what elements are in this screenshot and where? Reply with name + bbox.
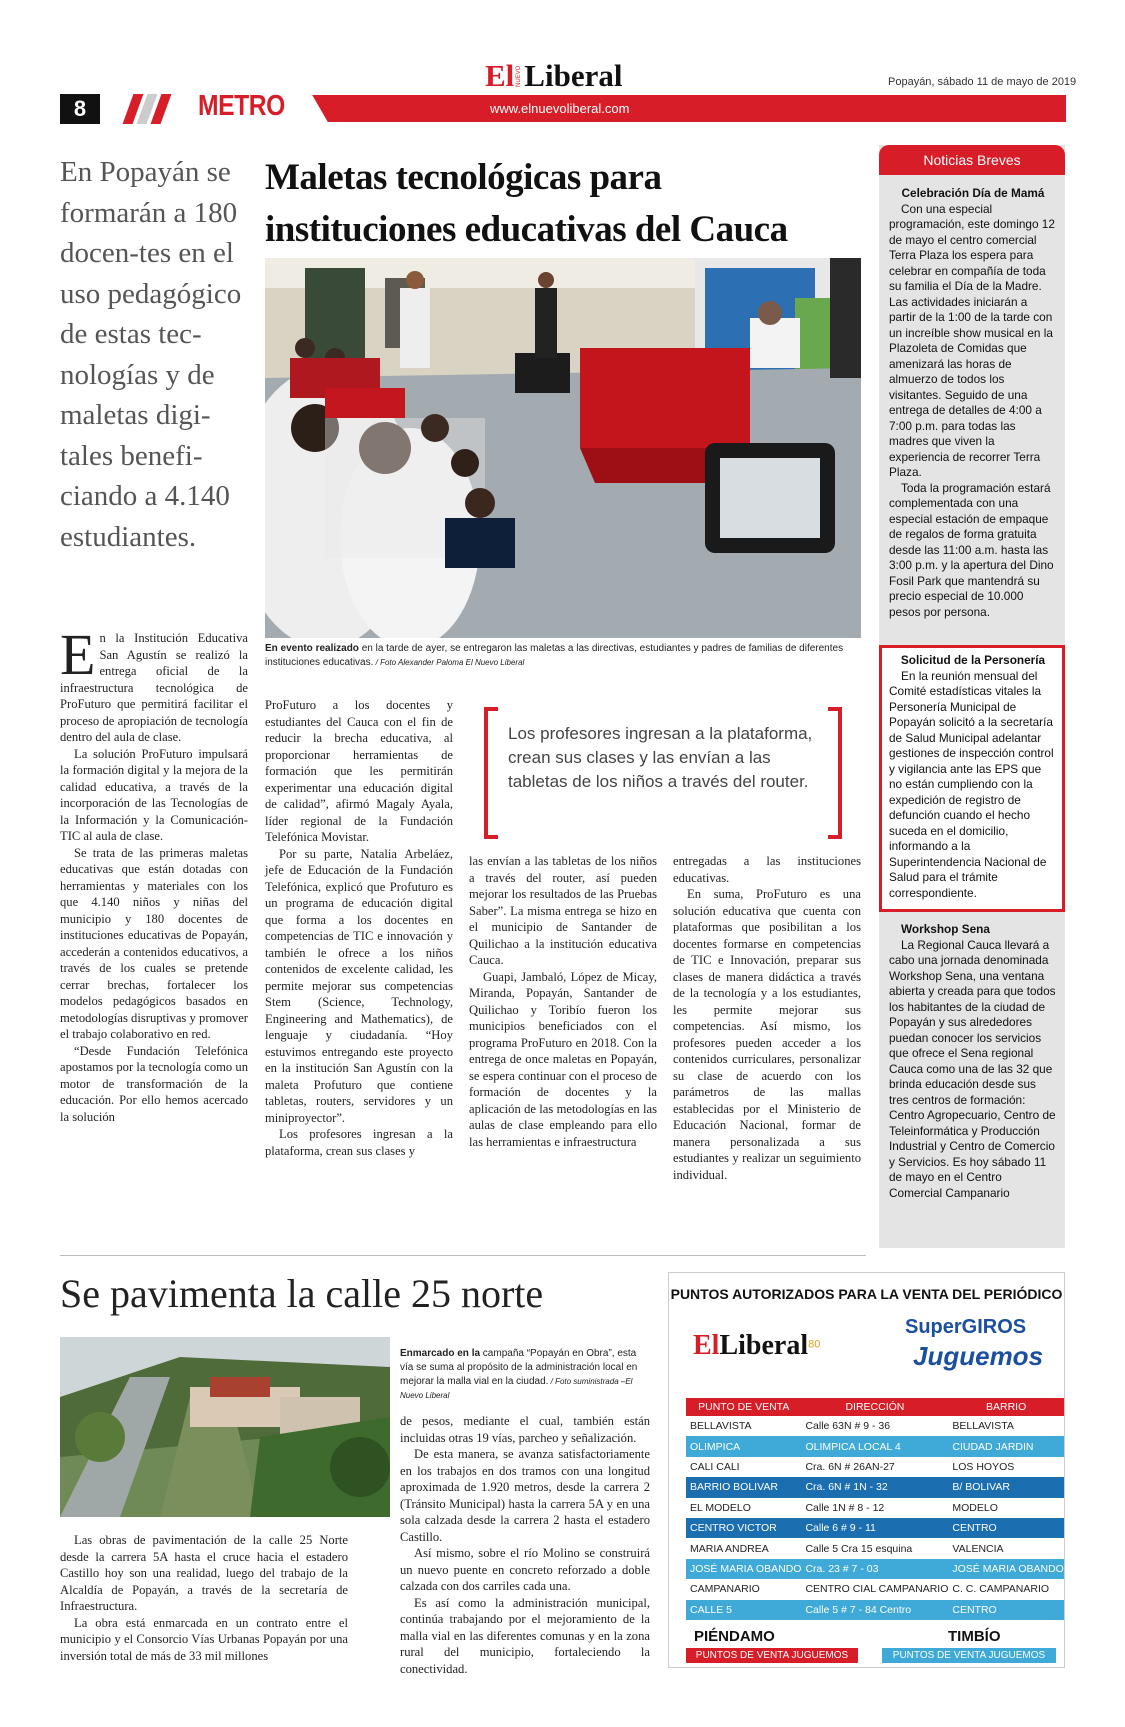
- table-header: BARRIO: [948, 1398, 1063, 1416]
- main-headline-line1: Maletas tecnológicas para: [265, 157, 662, 198]
- table-cell: C. C. CAMPANARIO: [952, 1583, 1050, 1596]
- table-row: [686, 1559, 1064, 1579]
- body-paragraph: Los profesores ingresan a la plataforma, crean sus clases y: [265, 1127, 453, 1158]
- juguemos-logo: Juguemos: [913, 1341, 1044, 1371]
- main-col-4: [673, 853, 861, 1183]
- body-paragraph: Por su parte, Natalia Arbeláez, jefe de Educación de la Fundación Telefónica, explicó que Profuturo es un programa de educación digital que forma a los docentes en competencias de TIC e innovación y también le ofrece a los niños contenidos de excelente calidad, les permite mejorar sus competencias Stem (Science, Technology, Engineering and Mathematics), de lenguaje y ciudadanía. “Hoy estuvimos entregando este proyecto en la institución San Agustín con la maleta Profuturo que contiene tabletas, routers, servidores y un miniproyector”.: [265, 846, 453, 1125]
- body-paragraph: n la Institución Educativa San Agustín se realizó la entrega oficial de la infraestructura tecnológica de ProFuturo que permitirá facilitar el proceso de apropiación de tecnología dentro del aula de clase.: [60, 631, 248, 744]
- road-photo-caption: [400, 1347, 650, 1403]
- pullquote-bracket-left: [484, 707, 498, 839]
- dateline: Popayán, sábado 11 de mayo de 2019: [888, 76, 1077, 88]
- body-paragraph: ProFuturo a los docentes y estudiantes del Cauca con el fin de reducir la brecha educativa, al proporcionar herramientas de formación que les permitirán experimentar una educación digital de calidad”, afirmó Magaly Ayala, líder regional de la Fundación Telefónica Movistar.: [265, 698, 453, 844]
- supergiros-logo: SuperGIROS: [905, 1316, 1027, 1338]
- table-cell: LOS HOYOS: [952, 1460, 1015, 1473]
- brief-title: Solicitud de la Personería: [900, 653, 1046, 667]
- brief-3: [889, 922, 1057, 1201]
- table-header-row: [686, 1398, 1064, 1416]
- table-row: [686, 1457, 1064, 1477]
- table-cell: CALI CALI: [690, 1460, 740, 1473]
- table-cell: Cra. 6N # 26AN-27: [805, 1460, 895, 1473]
- event-photo-illustration: [265, 258, 861, 638]
- main-col-2: [265, 697, 453, 1159]
- main-photo: [265, 258, 861, 638]
- table-cell: CENTRO CIAL CAMPANARIO: [805, 1583, 949, 1596]
- second-headline: Se pavimenta la calle 25 norte: [60, 1271, 544, 1316]
- body-paragraph: “Desde Fundación Telefónica apostamos por la tecnología como un motor de transformación de la educación. Por ello hemos acercado la solución: [60, 1043, 248, 1124]
- table-cell: CENTRO VICTOR: [686, 1518, 801, 1538]
- body-paragraph: De esta manera, se avanza satisfactoriamente en los trabajos en dos tramos con una longitud aproximada de 1.920 metros, desde la carrera 2 (Tránsito Municipal) hasta la carrera 5A y en una sola calzada desde la carrera 2 hasta el estadero Castillo.: [400, 1447, 650, 1544]
- timbio-label: TIMBÍO: [948, 1628, 1001, 1645]
- table-cell: Calle 63N # 9 - 36: [805, 1420, 891, 1433]
- table-cell: CENTRO: [948, 1600, 1063, 1620]
- table-cell: BELLAVISTA: [952, 1420, 1014, 1433]
- table-cell: OLIMPICA LOCAL 4: [801, 1436, 948, 1456]
- table-cell: Cra. 23 # 7 - 03: [801, 1559, 948, 1579]
- main-headline-line2: instituciones educativas del Cauca: [265, 209, 788, 250]
- table-cell: B/ BOLIVAR: [948, 1477, 1063, 1497]
- brief-title: Workshop Sena: [901, 922, 990, 936]
- table-cell: BARRIO BOLIVAR: [686, 1477, 801, 1497]
- caption-credit: / Foto Alexander Paloma El Nuevo Liberal: [373, 658, 525, 667]
- header-bar: [330, 95, 1066, 122]
- caption-text: campaña “Popayán en Obra”, esta vía se suma al propósito de la administración local en mejorar la malla vial en la ciudad.: [400, 1348, 638, 1387]
- pullquote-bracket-right: [828, 707, 842, 839]
- main-col-3: [469, 853, 657, 1150]
- table-row: [686, 1518, 1064, 1538]
- body-paragraph: Se trata de las primeras maletas educativas que están dotadas con herramientas y materiales con los que 4.140 niños y niñas del municipio y 180 docentes de instituciones educativas de Popayán, accederán a contenidos educativos, a través de los cuales se pretende cerrar brechas, fortalecer los modelos pedagógicos basados en metodologías disruptivas y promover el trabajo colaborativo en red.: [60, 845, 248, 1041]
- section-title: METRO: [198, 90, 285, 122]
- caption-bold: Enmarcado en la: [400, 1348, 481, 1359]
- table-cell: Calle 5 # 7 - 84 Centro: [801, 1600, 948, 1620]
- table-row: [686, 1538, 1064, 1558]
- section-divider: [60, 1255, 866, 1256]
- masthead-logo: [485, 58, 622, 92]
- body-paragraph: Así mismo, sobre el río Molino se construirá un nuevo puente en concreto reforzado a doble calzada con dos carriles cada una.: [400, 1546, 650, 1593]
- main-headline: [265, 152, 865, 256]
- body-paragraph: Guapi, Jambaló, López de Micay, Miranda, Popayán, Santander de Quilichao y Toribío fueron los municipios beneficiados con el programa ProFuturo en 2018. Con la entrega de once maletas en Popayán, se espera continuar con el proceso de formación de docentes y la aplicación de las metodologías en las aulas de clase empleando para ello las herramientas e infraestructura: [469, 969, 657, 1149]
- table-cell: OLIMPICA: [686, 1436, 801, 1456]
- piendamo-sub: PUNTOS DE VENTA JUGUEMOS: [686, 1648, 858, 1663]
- brief-paragraph: La Regional Cauca llevará a cabo una jornada denominada Workshop Sena, una ventana abierta y creada para que todos los habitantes de la ciudad de Popayán y sus alrededores puedan conocer los servicios que ofrece el Sena regional Cauca como una de las 32 que brinda educación desde sus tres centros de formación: Centro Agropecuario, Centro de Teleinformática y Producción Industrial y Centro de Comercio y Servicios. Es hoy sábado 11 de mayo en el Centro Comercial Campanario: [889, 937, 1056, 1200]
- table-cell: CALLE 5: [686, 1600, 801, 1620]
- table-cell: EL MODELO: [690, 1501, 751, 1514]
- table-cell: CIUDAD JARDIN: [948, 1436, 1063, 1456]
- ad-title: PUNTOS AUTORIZADOS PARA LA VENTA DEL PERIÓDICO: [670, 1286, 1063, 1302]
- brief-title: Celebración Día de Mamá: [901, 186, 1045, 200]
- table-cell: Calle 5 Cra 15 esquina: [805, 1542, 913, 1555]
- body-paragraph: entregadas a las instituciones educativas.: [673, 854, 861, 885]
- site-url[interactable]: www.elnuevoliberal.com: [490, 101, 630, 116]
- main-col-1: [60, 622, 248, 1125]
- table-header: DIRECCIÓN: [801, 1398, 948, 1416]
- table-cell: MARIA ANDREA: [690, 1542, 769, 1555]
- brief-paragraph: Con una especial programación, este domingo 12 de mayo el centro comercial Terra Plaza los espera para celebrar en compañía de toda su familia el Día de la Madre. Las actividades iniciarán a partir de la 1:00 de la tarde con un increíble show musical en la Plazoleta de Comidas que amenizará las horas de almuerzo de todos los visitantes. Seguido de una entrega de detalles de 4:00 a 7:00 p.m. para todas las madres que viven la experiencia de recorrer Terra Plaza.: [889, 201, 1055, 479]
- main-photo-caption: [265, 642, 861, 670]
- ad-logo-liberal: Liberal: [719, 1330, 809, 1361]
- body-paragraph: Es así como la administración municipal, continúa trabajando por el mejoramiento de la malla vial en las diferentes comunas y en la zona rural del municipio, fortaleciendo la conectividad.: [400, 1595, 650, 1676]
- brief-1: [889, 186, 1057, 620]
- briefs-title: Noticias Breves: [923, 152, 1021, 168]
- table-row: [686, 1477, 1064, 1497]
- body-paragraph: las envían a las tabletas de los niños a través del router, así pueden mejorar los resultados de las Pruebas Saber”. La misma entrega se hizo en el municipio de Santander de Quilichao a la institución educativa Cauca.: [469, 854, 657, 967]
- logo-el: El: [485, 58, 515, 93]
- ad-liberal-logo: [693, 1330, 820, 1362]
- table-cell: Calle 1N # 8 - 12: [805, 1501, 885, 1514]
- body-paragraph: La obra está enmarcada en un contrato entre el municipio y el Consorcio Vías Urbanas Popayán por una inversión total de más de 33 mil millones: [60, 1615, 348, 1663]
- table-row: [686, 1600, 1064, 1620]
- road-photo: [60, 1337, 390, 1517]
- piendamo-label: PIÉNDAMO: [694, 1628, 775, 1645]
- sales-points-table: [686, 1398, 1064, 1620]
- table-row: [686, 1416, 1064, 1436]
- timbio-sub: PUNTOS DE VENTA JUGUEMOS: [882, 1648, 1056, 1663]
- caption-credit: / Foto suministrada –El Nuevo Liberal: [400, 1377, 633, 1400]
- table-row: [686, 1436, 1064, 1456]
- table-cell: CENTRO: [948, 1518, 1063, 1538]
- body-paragraph: En suma, ProFuturo es una solución educativa que cuenta con plataformas que posibilitan a los docentes formarse en competencias de TIC e Innovación, preparar sus clases de manera didáctica a través de la tecnología y a los estudiantes, les permite mejorar sus competencias. Así mismo, los profesores pueden acceder a los contenidos curriculares, personalizar su clase de acuerdo con los parámetros de las mallas establecidas por el Ministerio de Educación Nacional, formar de manera personalizada a sus estudiantes y realizar un seguimiento individual.: [673, 887, 861, 1182]
- ad-logo-sup: 80: [808, 1338, 821, 1351]
- ad-logo-el: El: [693, 1330, 720, 1361]
- caption-text: en la tarde de ayer, se entregaron las maletas a las directivas, estudiantes y padres de familias de diferentes instituciones educativas.: [265, 643, 844, 668]
- table-cell: MODELO: [952, 1501, 998, 1514]
- table-cell: BELLAVISTA: [690, 1420, 752, 1433]
- logo-nuevo: NUEVO: [516, 65, 523, 88]
- logo-liberal: Liberal: [524, 58, 623, 93]
- brief-paragraph: En la reunión mensual del Comité estadísticas vitales la Personería Municipal de Popayán solicitó a la secretaría de Salud Municipal adelantar gestiones de inspección control y vigilancia ante las EPS que no están cumpliendo con la expedición de registro de defunción cuando el hecho suceda en el domicilio, informando a la Superintendencia Nacional de Salud para el trámite correspondiente.: [889, 668, 1054, 900]
- side-pullquote: En Popayán se formarán a 180 docen-tes en el uso pedagógico de estas tec-nologías y de maletas digi-tales benefi-ciando a 4.140 estudiantes.: [60, 156, 242, 553]
- caption-bold: En evento realizado: [265, 643, 359, 654]
- second-col-a: [60, 1532, 348, 1664]
- table-cell: VALENCIA: [952, 1542, 1004, 1555]
- page-number: 8: [60, 94, 100, 124]
- second-col-b: [400, 1413, 650, 1677]
- table-cell: CAMPANARIO: [690, 1583, 760, 1596]
- brief-2: [889, 653, 1057, 901]
- table-cell: Calle 6 # 9 - 11: [801, 1518, 948, 1538]
- table-header: PUNTO DE VENTA: [686, 1398, 801, 1416]
- table-cell: JOSÉ MARIA OBANDO: [686, 1559, 801, 1579]
- body-paragraph: La solución ProFuturo impulsará la formación digital y la mejora de la calidad educativa, a través de la incorporación de las Tecnologías de la Información y la Comunicación-TIC al aula de clase.: [60, 746, 248, 843]
- table-cell: JOSÉ MARIA OBANDO: [948, 1559, 1063, 1579]
- table-row: [686, 1579, 1064, 1599]
- body-paragraph: Las obras de pavimentación de la calle 25 Norte desde la carrera 5A hasta el cruce hacia el estadero Castillo hoy son una realidad, luego del trabajo de la Alcaldía de Popayán, a través de la secretaría de Infraestructura.: [60, 1533, 348, 1613]
- table-cell: Cra. 6N # 1N - 32: [801, 1477, 948, 1497]
- road-photo-illustration: [60, 1337, 390, 1517]
- table-row: [686, 1498, 1064, 1518]
- dropcap: E: [60, 622, 96, 687]
- body-paragraph: de pesos, mediante el cual, también están incluidas otras 19 vías, parcheo y señalización.: [400, 1414, 650, 1445]
- brief-paragraph: Toda la programación estará complementada con una especial estación de empaque de regalos de forma gratuita desde las 11:00 a.m. hasta las 3:00 p.m. y la apertura del Dino Fosil Park que mantendrá su precio especial de 10.000 pesos por persona.: [889, 480, 1054, 619]
- pullquote: Los profesores ingresan a la plataforma, crean sus clases y las envían a las tabletas de los niños a través del router.: [508, 724, 813, 791]
